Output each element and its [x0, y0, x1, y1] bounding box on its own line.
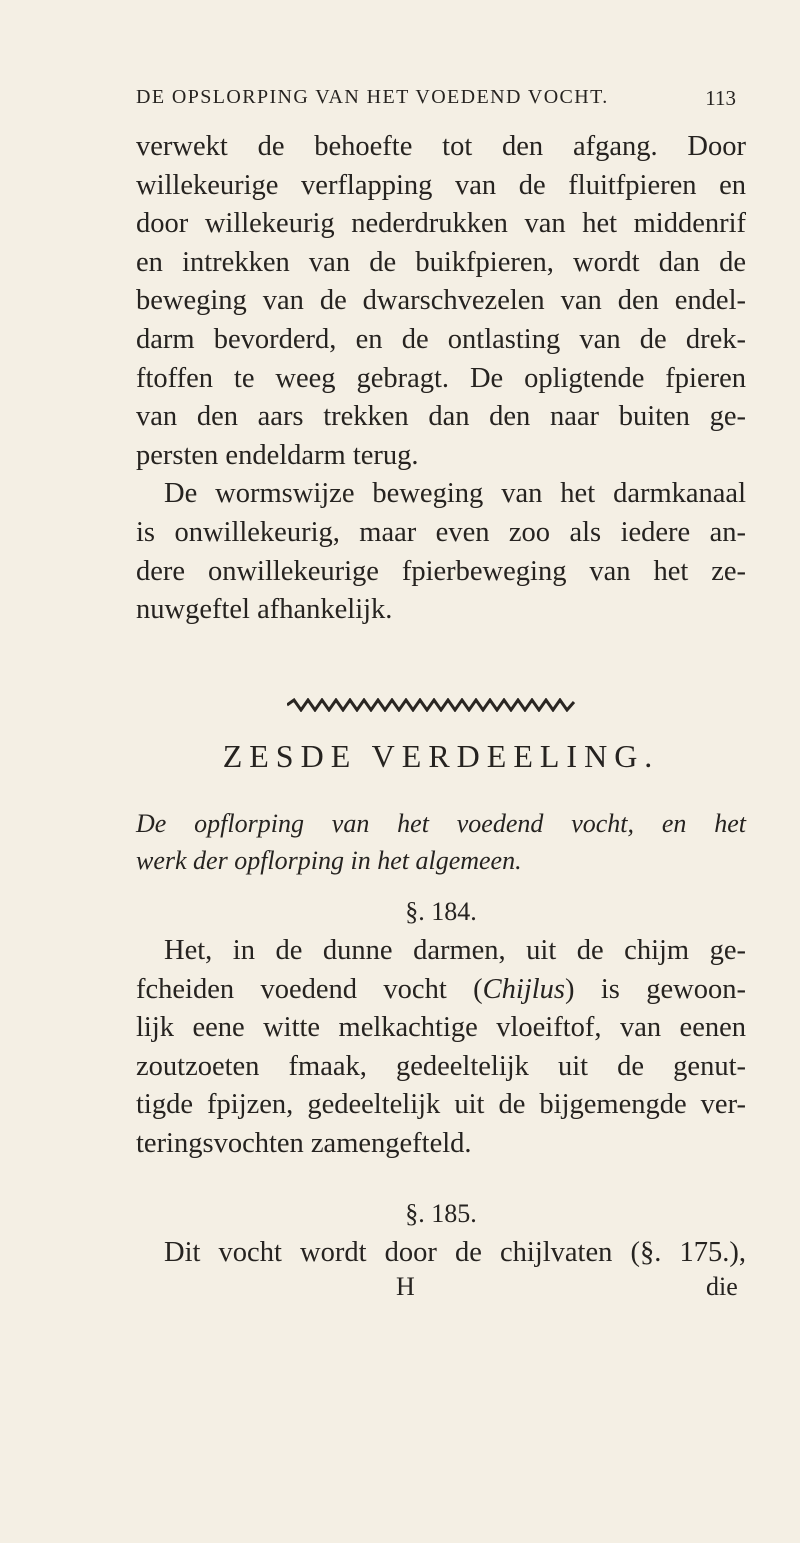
ornament-rule [287, 698, 577, 712]
text-line: en intrekken van de buikfpieren, wordt dan de [136, 246, 746, 278]
body-text-block-1 [136, 128, 746, 630]
text-line: willekeurige verflapping van de fluitfpieren en [136, 169, 746, 201]
running-head: DE OPSLORPING VAN HET VOEDEND VOCHT. [136, 86, 609, 108]
subtitle-line: De opflorping van het voedend vocht, en het [136, 809, 746, 838]
text-line: beweging van de dwarschvezelen van den endel- [136, 285, 746, 317]
page-number: 113 [705, 86, 736, 110]
subtitle-line: werk der opflorping in het algemeen. [136, 846, 522, 875]
text-line: van den aars trekken dan den naar buiten ge- [136, 401, 746, 433]
paragraph-number: §. 185. [405, 1199, 477, 1228]
text-line: De wormswijze beweging van het darmkanaal [164, 478, 746, 510]
text-line: darm bevorderd, en de ontlasting van de drek- [136, 323, 746, 355]
body-text-block-2 [136, 932, 746, 1164]
paragraph-number: §. 184. [405, 897, 477, 926]
text-line: Het, in de dunne darmen, uit de chijm ge- [164, 935, 746, 966]
text-line: zoutzoeten fmaak, gedeeltelijk uit de genut- [136, 1050, 746, 1082]
section-title: ZESDE VERDEELING. [222, 738, 660, 774]
section-subtitle [136, 805, 746, 879]
ornament-rule-icon [287, 698, 577, 712]
text-line: tigde fpijzen, gedeeltelijk uit de bijgemengde ver- [136, 1089, 746, 1121]
body-text-block-3 [136, 1234, 746, 1273]
text-line: ftoffen te weeg gebragt. De opligtende fpieren [136, 362, 746, 394]
text-line: dere onwillekeurige fpierbeweging van het ze- [136, 555, 746, 587]
text-fragment: fcheiden voedend vocht ( [136, 973, 483, 1005]
text-line: is onwillekeurig, maar even zoo als iedere an- [136, 516, 746, 548]
text-fragment: ) is gewoon- [565, 973, 746, 1005]
catchword: die [706, 1272, 738, 1301]
text-line: verwekt de behoefte tot den afgang. Door [136, 131, 746, 162]
text-line: teringsvochten zamengefteld. [136, 1127, 472, 1159]
text-line [136, 971, 746, 1010]
text-line: lijk eene witte melkachtige vloeiftof, van eenen [136, 1012, 746, 1044]
text-line: Dit vocht wordt door de chijlvaten (§. 175.), [164, 1237, 746, 1268]
text-line: persten endeldarm terug. [136, 439, 419, 471]
page-header [136, 86, 736, 120]
italic-term: Chijlus [482, 973, 565, 1005]
text-line: door willekeurig nederdrukken van het middenrif [136, 208, 746, 240]
text-line: nuwgeftel afhankelijk. [136, 594, 393, 626]
signature-mark: H [396, 1272, 415, 1301]
